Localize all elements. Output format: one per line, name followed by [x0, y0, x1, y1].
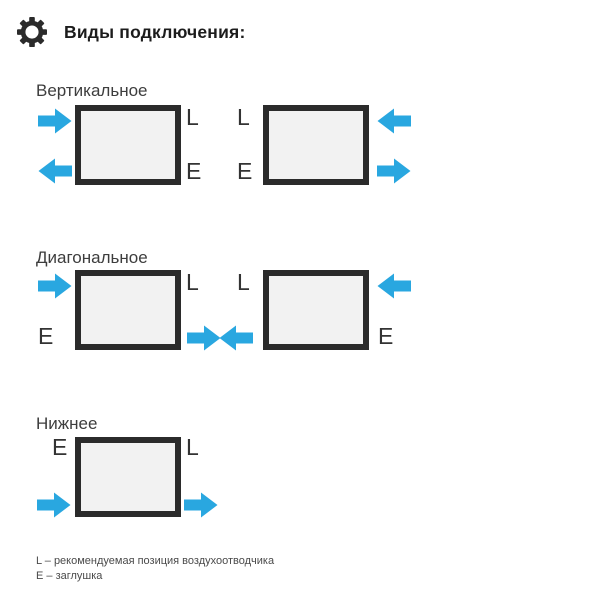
flow-in-arrow-left-icon [377, 273, 411, 299]
radiator-body [75, 105, 181, 185]
port-label-plug: E [38, 323, 54, 349]
legend-line-plug: E – заглушка [36, 570, 103, 582]
flow-in-arrow-right-icon [38, 273, 72, 299]
port-label-plug: E [186, 158, 202, 184]
port-label-air-vent: L [237, 104, 250, 130]
flow-out-arrow-left-icon [38, 158, 72, 184]
radiator-body [263, 105, 369, 185]
flow-in-arrow-right-icon [38, 108, 72, 134]
port-label-plug: E [378, 323, 394, 349]
section-label-vertical: Вертикальное [36, 81, 148, 100]
legend [36, 554, 274, 584]
port-label-air-vent: L [186, 104, 199, 130]
flow-in-arrow-right-icon [37, 492, 71, 518]
port-label-air-vent: L [186, 269, 199, 295]
flow-out-arrow-right-icon [187, 325, 221, 351]
port-label-air-vent: L [237, 269, 250, 295]
section-label-diagonal: Диагональное [36, 248, 148, 267]
radiator-body [75, 437, 181, 517]
port-label-plug: E [237, 158, 253, 184]
port-label-air-vent: L [186, 434, 199, 460]
section-label-bottom: Нижнее [36, 414, 98, 433]
radiator-body [263, 270, 369, 350]
legend-line-air-vent: L – рекомендуемая позиция воздухоотводчика [36, 555, 275, 567]
radiator-body [75, 270, 181, 350]
flow-out-arrow-right-icon [184, 492, 218, 518]
flow-out-arrow-left-icon [219, 325, 253, 351]
port-label-plug: E [52, 434, 68, 460]
gear-icon [17, 17, 47, 47]
header [17, 17, 245, 47]
flow-in-arrow-left-icon [377, 108, 411, 134]
page-title: Виды подключения: [64, 21, 246, 42]
flow-out-arrow-right-icon [377, 158, 411, 184]
